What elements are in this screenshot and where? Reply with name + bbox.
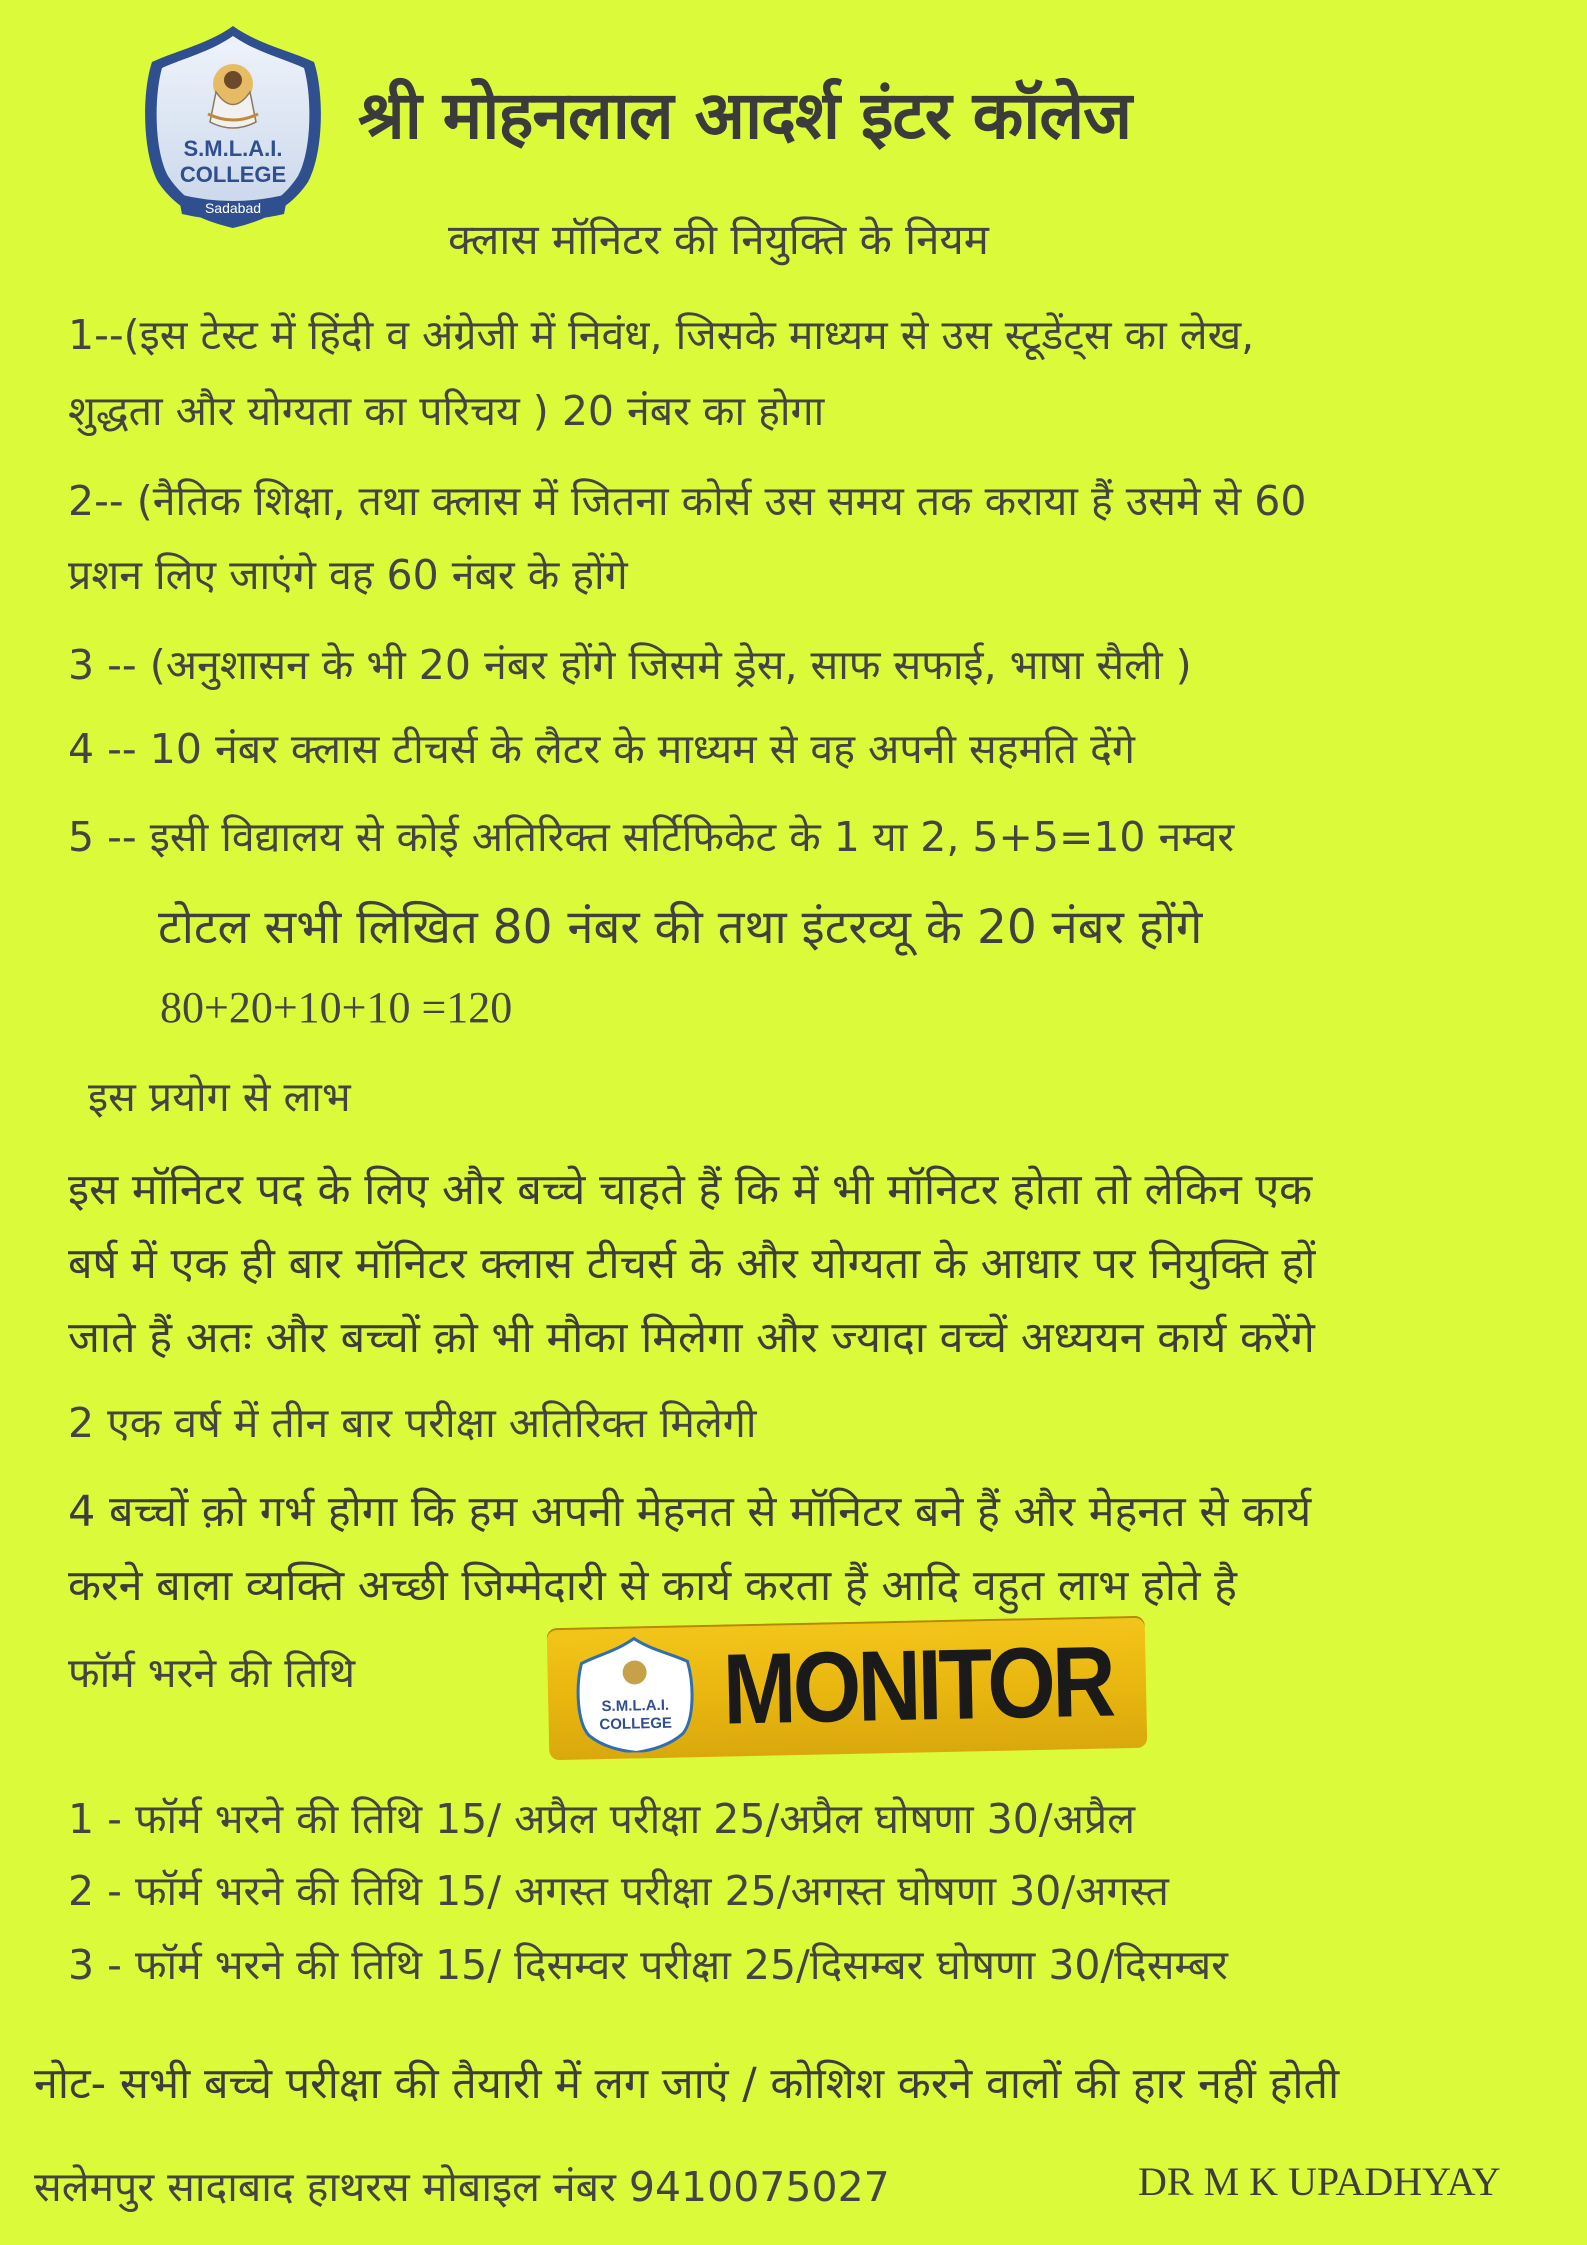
badge-logo-line1: S.M.L.A.I. bbox=[601, 1696, 670, 1716]
form-heading: फॉर्म भरने की तिथि bbox=[68, 1649, 356, 1697]
rule-1-line-1: 1--(इस टेस्ट में हिंदी व अंग्रेजी में निवंध, जिसके माध्यम से उस स्टूडेंट्स का लेख, bbox=[68, 311, 1255, 359]
benefits-p1-line-3: जाते हैं अतः और बच्चों क़ो भी मौका मिलेगा और ज्यादा वच्चें अध्ययन कार्य करेंगे bbox=[68, 1313, 1315, 1363]
total-sum: 80+20+10+10 =120 bbox=[160, 983, 513, 1032]
benefits-heading: इस प्रयोग से लाभ bbox=[88, 1073, 351, 1121]
form-date-2: 2 - फॉर्म भरने की तिथि 15/ अगस्त परीक्षा 25/अगस्त घोषणा 30/अगस्त bbox=[68, 1867, 1169, 1915]
benefits-p2: 2 एक वर्ष में तीन बार परीक्षा अतिरिक्त मिलेगी bbox=[68, 1399, 757, 1447]
badge-logo-line2: COLLEGE bbox=[599, 1714, 673, 1734]
footer-author: DR M K UPADHYAY bbox=[1138, 2159, 1501, 2204]
rule-3: 3 -- (अनुशासन के भी 20 नंबर होंगे जिसमे ड्रेस, साफ सफाई, भाषा सैली ) bbox=[68, 641, 1192, 689]
total-marks-line: टोटल सभी लिखित 80 नंबर की तथा इंटरव्यू के 20 नंबर होंगे bbox=[158, 900, 1203, 955]
college-logo bbox=[138, 22, 328, 232]
monitor-badge-image bbox=[547, 1616, 1148, 1760]
logo-line2: COLLEGE bbox=[179, 162, 287, 187]
footer-address: सलेमपुर सादाबाद हाथरस मोबाइल नंबर 9410075027 bbox=[34, 2163, 890, 2211]
benefits-p3-line-1: 4 बच्चों क़ो गर्भ होगा कि हम अपनी मेहनत से मॉनिटर बने हैं और मेहनत से कार्य bbox=[68, 1487, 1312, 1537]
rule-2-line-2: प्रशन लिए जाएंगे वह 60 नंबर के होंगे bbox=[68, 551, 628, 599]
rule-4: 4 -- 10 नंबर क्लास टीचर्स के लैटर के माध्यम से वह अपनी सहमति देंगे bbox=[68, 725, 1135, 773]
rule-5: 5 -- इसी विद्यालय से कोई अतिरिक्त सर्टिफिकेट के 1 या 2, 5+5=10 नम्वर bbox=[68, 813, 1235, 861]
form-date-1: 1 - फॉर्म भरने की तिथि 15/ अप्रैल परीक्षा 25/अप्रैल घोषणा 30/अप्रैल bbox=[68, 1795, 1136, 1843]
benefits-p1-line-1: इस मॉनिटर पद के लिए और बच्चे चाहते हैं कि में भी मॉनिटर होता तो लेकिन एक bbox=[68, 1165, 1313, 1215]
note-line: नोट- सभी बच्चे परीक्षा की तैयारी में लग जाएं / कोशिश करने वालों की हार नहीं होती bbox=[34, 2059, 1340, 2109]
rule-2-line-1: 2-- (नैतिक शिक्षा, तथा क्लास में जितना कोर्स उस समय तक कराया हैं उसमे से 60 bbox=[68, 477, 1307, 525]
page-subtitle: क्लास मॉनिटर की नियुक्ति के नियम bbox=[448, 215, 989, 264]
badge-logo bbox=[575, 1633, 695, 1753]
rule-1-line-2: शुद्धता और योग्यता का परिचय ) 20 नंबर का होगा bbox=[68, 387, 825, 435]
logo-line1: S.M.L.A.I. bbox=[183, 136, 283, 161]
college-title: श्री मोहनलाल आदर्श इंटर कॉलेज bbox=[358, 77, 1132, 154]
form-date-3: 3 - फॉर्म भरने की तिथि 15/ दिसम्वर परीक्षा 25/दिसम्बर घोषणा 30/दिसम्बर bbox=[68, 1941, 1228, 1989]
benefits-p1-line-2: बर्ष में एक ही बार मॉनिटर क्लास टीचर्स के और योग्यता के आधार पर नियुक्ति हों bbox=[68, 1239, 1316, 1289]
logo-ribbon: Sadabad bbox=[204, 200, 262, 216]
benefits-p3-line-2: करने बाला व्यक्ति अच्छी जिम्मेदारी से कार्य करता हैं आदि वहुत लाभ होते है bbox=[68, 1561, 1238, 1611]
badge-monitor-text: MONITOR bbox=[721, 1625, 1114, 1746]
